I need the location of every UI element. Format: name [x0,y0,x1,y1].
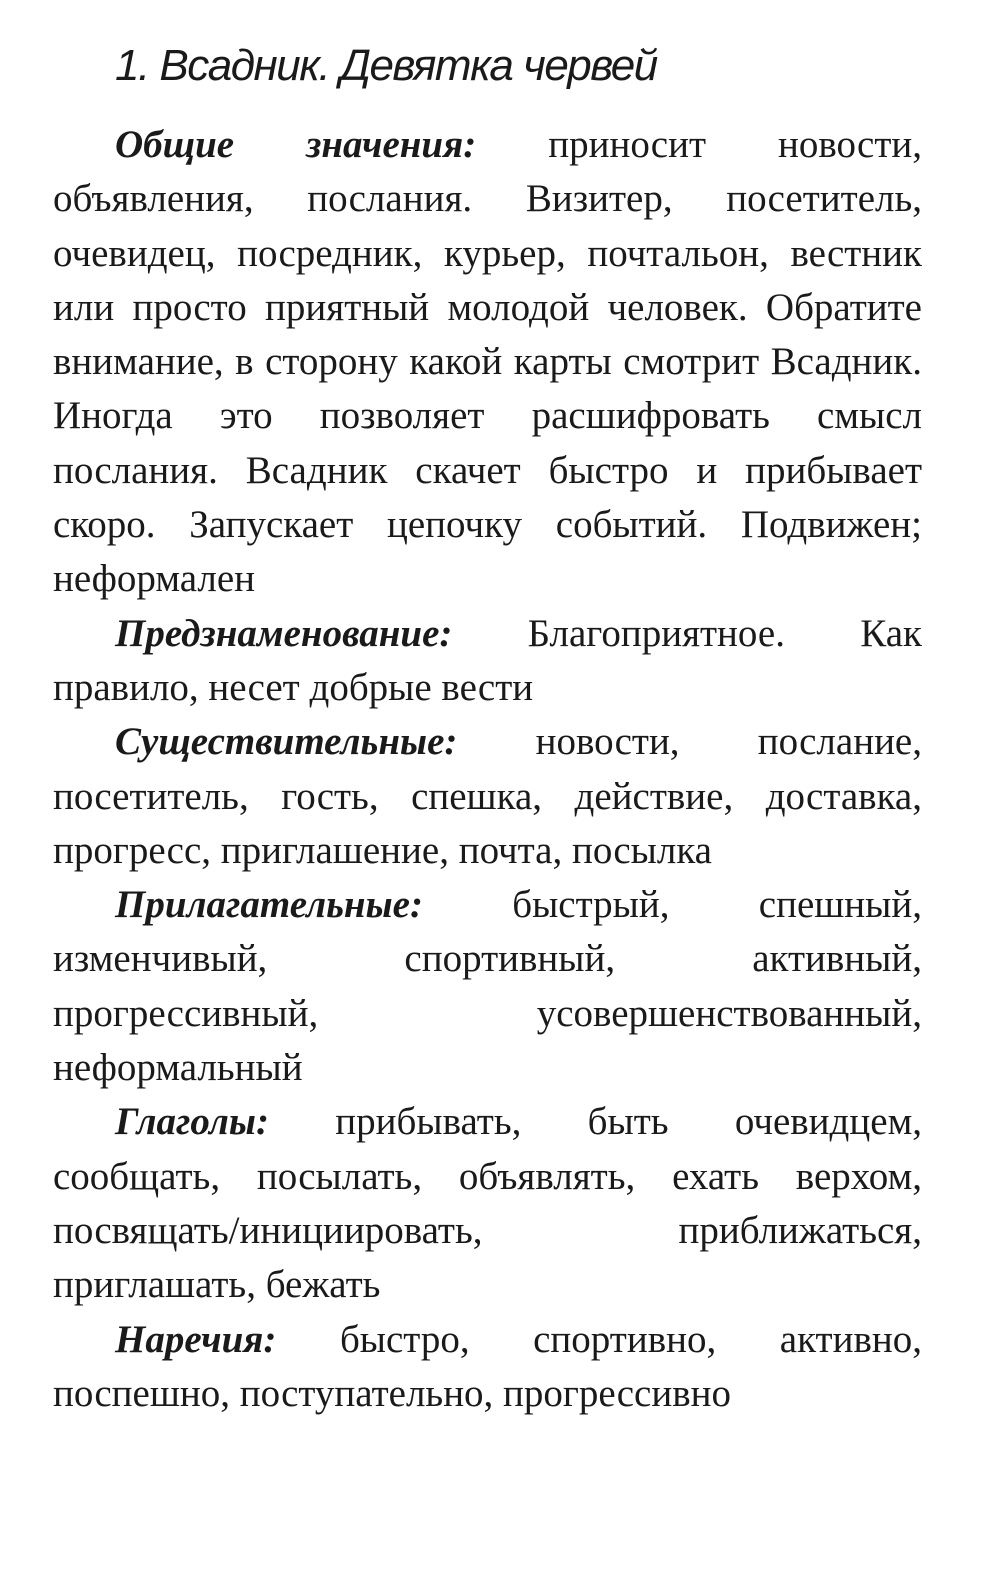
term-text: быстрый, спешный, изменчивый, спортивный, активный, прогрессивный, усовершенствованный, неформальный [53,883,922,1090]
section-adjectives [53,878,922,1095]
term-label: Глаголы: [115,1100,269,1144]
section-omen [53,607,922,716]
section-general-meanings [53,118,922,607]
term-label: Прилагательные: [115,883,423,927]
term-text: Благоприятное. Как правило, несет добрые вести [53,611,922,709]
section-adverbs [53,1313,922,1422]
chapter-title: 1. Всадник. Девятка червей [115,41,657,90]
term-label: Наречия: [115,1317,277,1361]
term-text: приносит новости, объявления, послания. Визитер, посетитель, очевидец, посредник, курьер, почтальон, вестник или просто приятный молодой человек. Обратите внимание, в сторону какой карты смотрит Всадник. Иногда это позволяет расшифровать смысл послания. Всадник скачет быстро и прибывает скоро. Запускает цепочку событий. Подвижен; неформален [53,123,922,601]
term-label: Предзнаменование: [115,611,453,655]
term-label: Общие значения: [115,123,477,166]
section-nouns [53,715,922,878]
term-text: быстро, спортивно, активно, поспешно, поступательно, прогрессивно [53,1317,922,1415]
section-verbs [53,1095,922,1312]
term-label: Существительные: [115,720,458,764]
term-text: прибывать, быть очевидцем, сообщать, посылать, объявлять, ехать верхом, посвящать/инициировать, приближаться, приглашать, бежать [53,1100,922,1307]
term-text: новости, послание, посетитель, гость, спешка, действие, доставка, прогресс, приглашение, почта, посылка [53,720,922,872]
